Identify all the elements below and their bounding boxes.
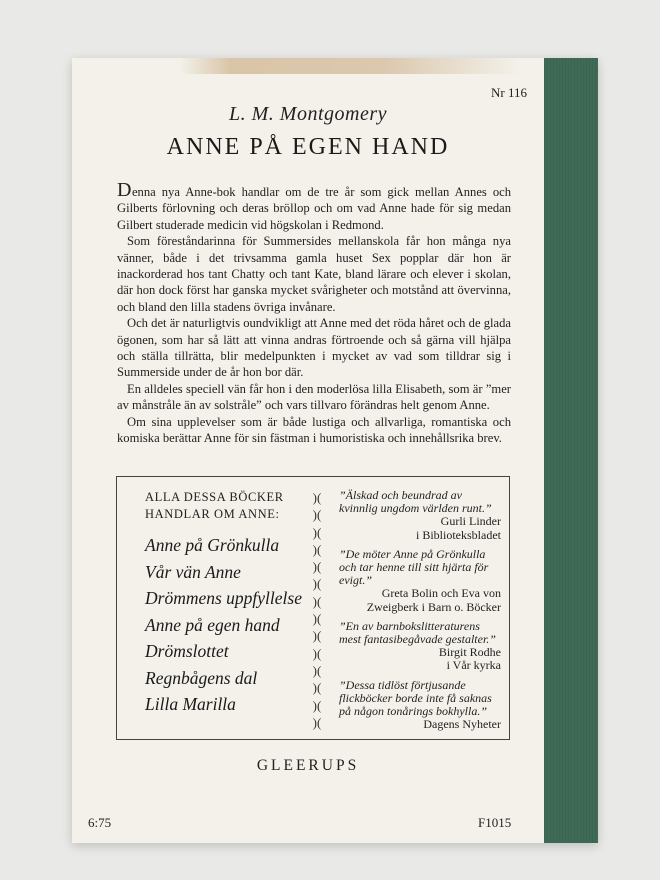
publisher-name: GLEERUPS bbox=[256, 757, 360, 774]
price: 6:75 bbox=[88, 815, 112, 830]
cover-wear-stain bbox=[180, 58, 520, 74]
blurb-paragraph-3: Och det är naturligtvis oundvikligt att Anne med det röda håret och de glada ögonen, som har så lätt att vinna andras förtroende och så gärna vill hjälpa och ställa tillrätta, blir medelpunkten i mycket av vad som tilldrar sig i Summerside under de år hon bor där. bbox=[117, 316, 511, 380]
quote-source: Greta Bolin och Eva von bbox=[381, 586, 501, 601]
series-title: Drömslottet bbox=[145, 641, 229, 661]
bracket-glyph: )( bbox=[312, 697, 322, 713]
series-heading-line-2: HANDLAR OM ANNE: bbox=[145, 507, 280, 521]
series-title: Vår vän Anne bbox=[145, 561, 241, 582]
series-heading-line-1: ALLA DESSA BÖCKER bbox=[145, 490, 284, 504]
series-title: Lilla Marilla bbox=[145, 694, 236, 714]
bracket-divider bbox=[310, 489, 324, 731]
blurb-paragraph-5: Om sina upplevelser som är både lustiga och allvarliga, romantiska och komiska berättar Anne för sin fästman i humoristiska och innehållsrika brev. bbox=[117, 414, 511, 446]
quote-text: ”En av barnbokslitteraturens mest fantasibegåvade gestalter.” bbox=[339, 618, 496, 647]
series-title: Drömmens uppfyllelse bbox=[145, 588, 302, 608]
bracket-glyph: )( bbox=[312, 507, 322, 523]
blurb-paragraph-1 bbox=[117, 179, 511, 233]
bracket-glyph: )( bbox=[312, 680, 322, 696]
blurb-paragraph-4: En alldeles speciell vän får hon i den moderlösa lilla Elisabeth, som är ”mer av månstråle än av solstråle” och vars tillvaro förändras helt genom Anne. bbox=[117, 381, 511, 413]
bracket-glyph: )( bbox=[312, 490, 322, 505]
book-title: ANNE PÅ EGEN HAND bbox=[166, 134, 450, 160]
bracket-glyph: )( bbox=[312, 576, 322, 592]
series-title: Anne på Grönkulla bbox=[145, 535, 280, 555]
quote-text: ”Dessa tidlöst förtjusande flickböcker borde inte få saknas på någon tonårings bokhylla.” bbox=[339, 677, 492, 719]
series-titles-column bbox=[145, 489, 315, 718]
dropcap-letter: D bbox=[117, 179, 132, 201]
quote-source: Zweigberk i Barn o. Böcker bbox=[366, 599, 501, 614]
bracket-glyph: )( bbox=[312, 611, 322, 627]
blurb-paragraph-1-rest: enna nya Anne-bok handlar om de tre år som gick mellan Annes och Gilberts förlovning och deras bröllop och om vad Anne hade för sig medan Gilbert studerade medicin vid högskolan i Redmond. bbox=[117, 185, 511, 232]
bracket-glyph: )( bbox=[312, 645, 322, 661]
review-quote bbox=[339, 679, 501, 732]
catalog-code: F1015 bbox=[478, 815, 512, 830]
quotes-column bbox=[339, 489, 501, 737]
quote-source: Birgit Rodhe bbox=[438, 645, 501, 660]
quote-text: ”Älskad och beundrad av kvinnlig ungdom världen runt.” bbox=[339, 488, 492, 516]
blurb bbox=[117, 179, 511, 447]
bracket-glyph: )( bbox=[312, 524, 322, 540]
review-quote bbox=[339, 548, 501, 614]
quote-source: Dagens Nyheter bbox=[423, 717, 501, 732]
quote-source: i Biblioteksbladet bbox=[416, 527, 501, 542]
series-title: Anne på egen hand bbox=[145, 614, 280, 635]
bracket-glyph: )( bbox=[312, 559, 322, 575]
bracket-glyph: )( bbox=[312, 628, 322, 644]
bracket-glyph: )( bbox=[312, 714, 322, 730]
review-quote bbox=[339, 620, 501, 673]
quote-source: i Vår kyrka bbox=[446, 658, 501, 673]
bracket-glyph: )( bbox=[312, 662, 322, 678]
author-name: L. M. Montgomery bbox=[229, 103, 387, 125]
series-title: Regnbågens dal bbox=[145, 667, 258, 688]
series-heading bbox=[145, 489, 315, 523]
series-number: Nr 116 bbox=[491, 85, 527, 100]
cloth-spine-strip bbox=[544, 58, 598, 843]
quote-source: Gurli Linder bbox=[440, 514, 501, 529]
series-box bbox=[116, 476, 510, 740]
blurb-paragraph-2: Som föreståndarinna för Summersides mellanskola får hon många nya vänner, både i det trivsamma gamla huset Sex popplar där hon är inackorderad hos tant Chatty och tant Kate, bland lärare och elever i skolan, där hon dock först har ganska mycket svårigheter och motstånd att övervinna, och bland den lilla stadens övriga invånare. bbox=[117, 234, 511, 314]
bracket-glyph: )( bbox=[312, 541, 322, 557]
bracket-glyph: )( bbox=[312, 593, 322, 609]
quote-text: ”De möter Anne på Grönkulla och tar henne till sitt hjärta för evigt.” bbox=[339, 546, 489, 588]
review-quote bbox=[339, 489, 501, 542]
